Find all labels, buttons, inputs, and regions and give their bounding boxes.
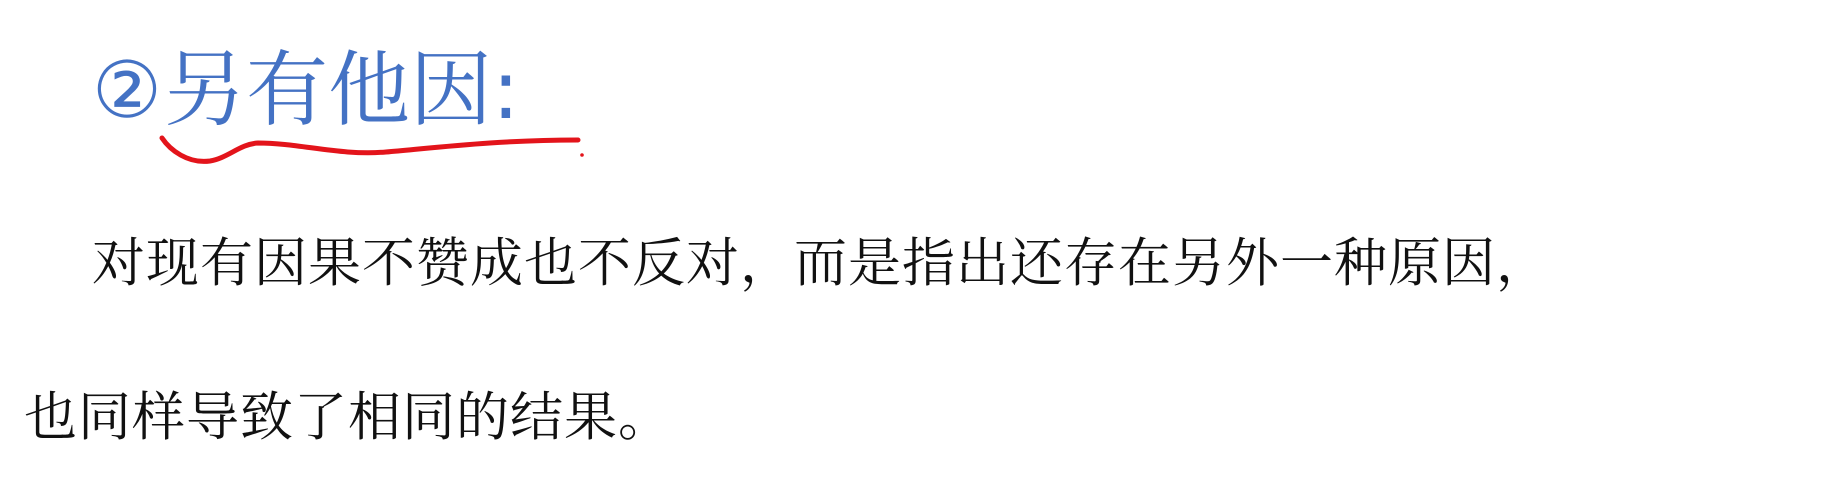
handwritten-underline bbox=[150, 130, 600, 180]
circled-number-marker: ② bbox=[92, 46, 162, 136]
paragraph-line-1: 对现有因果不赞成也不反对，而是指出还存在另外一种原因， bbox=[92, 233, 1550, 294]
paragraph-line-2: 也同样导致了相同的结果。 bbox=[24, 387, 672, 448]
heading-title: 另有他因 bbox=[163, 43, 492, 138]
ink-dot bbox=[580, 153, 584, 157]
heading-colon: : bbox=[491, 43, 520, 138]
